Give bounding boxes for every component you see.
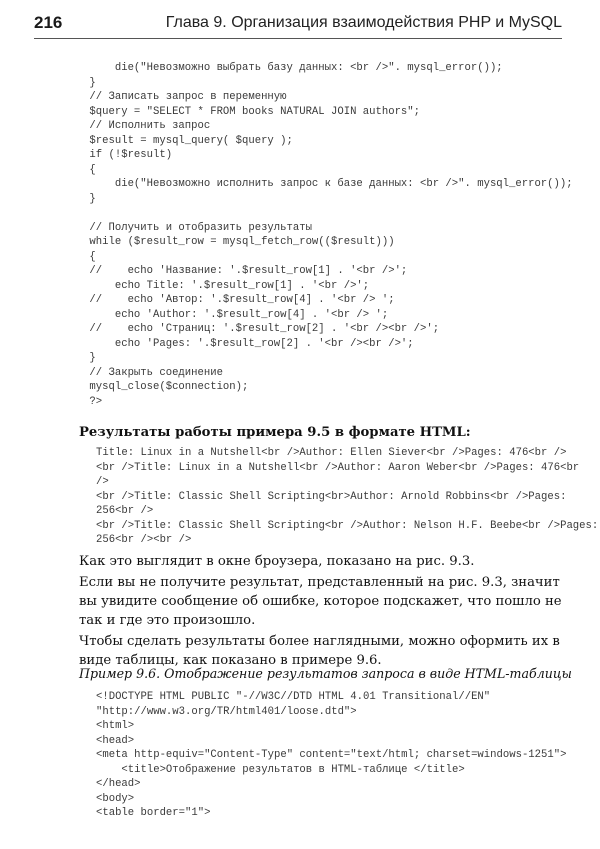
- code-line: <body>: [96, 792, 135, 805]
- paragraph-table-hint: Чтобы сделать результаты более наглядными, можно оформить их в виде таблицы, как показано в примере 9.6.: [79, 634, 560, 668]
- code-line: }: [64, 192, 96, 205]
- code-block-php: [64, 61, 573, 409]
- code-block-html-table: [96, 690, 566, 821]
- code-line: $result = mysql_query( $query );: [64, 134, 293, 147]
- code-line: <table border="1">: [96, 807, 211, 819]
- code-line: <br />Title: Classic Shell Scripting<br />Author: Nelson H.F. Beebe<br />Pages:: [96, 519, 599, 532]
- code-line: while ($result_row = mysql_fetch_row(($result))): [64, 236, 395, 248]
- code-line: <br />Title: Classic Shell Scripting<br>Author: Arnold Robbins<br />Pages:: [96, 490, 567, 503]
- code-line: />: [96, 476, 109, 488]
- code-line: $query = "SELECT * FROM books NATURAL JOIN authors";: [64, 105, 421, 118]
- code-line: [64, 206, 573, 221]
- code-line: </head>: [96, 778, 141, 790]
- code-line: // echo 'Страниц: '.$result_row[2] . '<br /><br />';: [64, 323, 440, 335]
- code-line: // Закрыть соединение: [64, 366, 223, 379]
- code-line: "http://www.w3.org/TR/html401/loose.dtd">: [96, 705, 357, 718]
- code-line: Title: Linux in a Nutshell<br />Author: Ellen Siever<br />Pages: 476<br />: [96, 447, 567, 459]
- chapter-title: Глава 9. Организация взаимодействия PHP и MySQL: [165, 14, 562, 31]
- code-line: <head>: [96, 734, 135, 747]
- code-line: <html>: [96, 720, 135, 732]
- code-line: ?>: [64, 395, 103, 408]
- code-line: <meta http-equiv="Content-Type" content="text/html; charset=windows-1251">: [96, 749, 567, 761]
- code-line: }: [64, 352, 96, 364]
- paragraph-error-note: Если вы не получите результат, представленный на рис. 9.3, значит вы увидите сообщение об ошибке, которое подскажет, что пошло не так и где это произошло.: [79, 575, 562, 628]
- code-line: <title>Отображение результатов в HTML-таблице </title>: [96, 763, 465, 776]
- code-line: // Получить и отобразить результаты: [64, 221, 312, 234]
- code-line: // echo 'Автор: '.$result_row[4] . '<br /> ';: [64, 294, 395, 306]
- code-block-html-output: [96, 446, 598, 548]
- heading-results-html: Результаты работы примера 9.5 в формате HTML:: [79, 425, 471, 440]
- page-number: 216: [34, 13, 63, 32]
- code-line: echo 'Author: '.$result_row[4] . '<br /> ';: [64, 308, 389, 321]
- code-line: echo Title: '.$result_row[1] . '<br />';: [64, 279, 370, 292]
- code-line: if (!$result): [64, 149, 173, 161]
- code-line: echo 'Pages: '.$result_row[2] . '<br /><br />';: [64, 337, 414, 350]
- code-line: 256<br /><br />: [96, 534, 192, 546]
- code-line: // Записать запрос в переменную: [64, 91, 287, 103]
- code-line: {: [64, 250, 96, 263]
- code-line: mysql_close($connection);: [64, 381, 249, 393]
- code-line: // echo 'Название: '.$result_row[1] . '<br />';: [64, 265, 408, 277]
- page-header: [34, 13, 562, 39]
- code-line: die("Невозможно исполнить запрос к базе данных: <br />". mysql_error());: [64, 178, 573, 190]
- code-line: 256<br />: [96, 505, 154, 517]
- header-rule: [34, 38, 562, 39]
- code-line: }: [64, 76, 96, 89]
- code-line: // Исполнить запрос: [64, 120, 211, 132]
- code-line: <!DOCTYPE HTML PUBLIC "-//W3C//DTD HTML 4.01 Transitional//EN": [96, 691, 491, 703]
- example-caption: Пример 9.6. Отображение результатов запроса в виде HTML-таблицы: [79, 666, 572, 681]
- code-line: <br />Title: Linux in a Nutshell<br />Author: Aaron Weber<br />Pages: 476<br: [96, 461, 580, 474]
- code-line: {: [64, 163, 96, 176]
- paragraph-browser-view: Как это выглядит в окне броузера, показано на рис. 9.3.: [79, 554, 475, 569]
- code-line: die("Невозможно выбрать базу данных: <br />". mysql_error());: [64, 62, 503, 74]
